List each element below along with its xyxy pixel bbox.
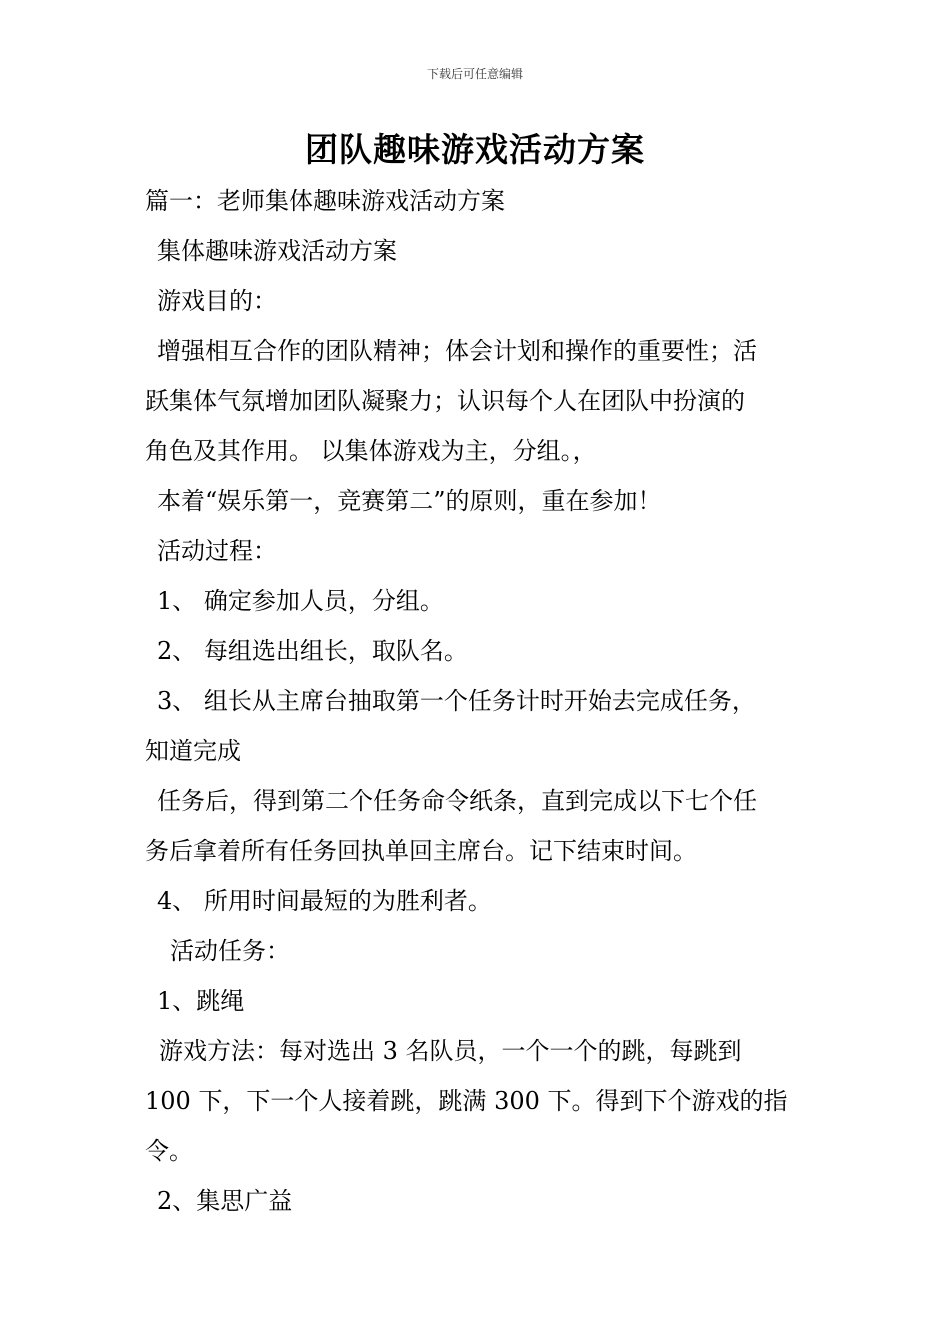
paragraph-line: 100 下，下一个人接着跳，跳满 300 下。得到下个游戏的指: [145, 1087, 788, 1115]
list-item: 3、 组长从主席台抽取第一个任务计时开始去完成任务，: [157, 687, 756, 715]
paragraph-line: 令。: [145, 1137, 193, 1165]
paragraph-line: 本着“娱乐第一，竞赛第二”的原则，重在参加！: [157, 487, 662, 515]
paragraph-line: 务后拿着所有任务回执单回主席台。记下结束时间。: [145, 837, 697, 865]
paragraph-line: 游戏方法：每对选出 3 名队员，一个一个的跳，每跳到: [159, 1037, 742, 1065]
section-heading: 篇一：老师集体趣味游戏活动方案: [145, 187, 505, 215]
list-item: 4、 所用时间最短的为胜利者。: [157, 887, 492, 915]
list-item: 1、 确定参加人员，分组。: [157, 587, 444, 615]
paragraph-line: 知道完成: [145, 737, 241, 765]
header-note: 下载后可任意编辑: [426, 67, 523, 81]
paragraph-line: 角色及其作用。 以集体游戏为主，分组。，: [145, 437, 597, 465]
heading-activity-tasks: 活动任务：: [170, 937, 290, 965]
task-item: 2、集思广益: [157, 1187, 293, 1215]
document-body: [145, 176, 810, 1226]
list-item: 2、 每组选出组长，取队名。: [157, 637, 468, 665]
subtitle: 集体趣味游戏活动方案: [157, 237, 397, 265]
heading-activity-process: 活动过程：: [157, 537, 277, 565]
document-title: 团队趣味游戏活动方案: [305, 130, 645, 169]
paragraph-line: 跃集体气氛增加团队凝聚力；认识每个人在团队中扮演的: [145, 387, 745, 415]
task-item: 1、跳绳: [157, 987, 245, 1015]
heading-game-purpose: 游戏目的：: [157, 287, 277, 315]
paragraph-line: 任务后，得到第二个任务命令纸条，直到完成以下七个任: [157, 787, 757, 815]
paragraph-line: 增强相互合作的团队精神；体会计划和操作的重要性；活: [157, 337, 757, 365]
